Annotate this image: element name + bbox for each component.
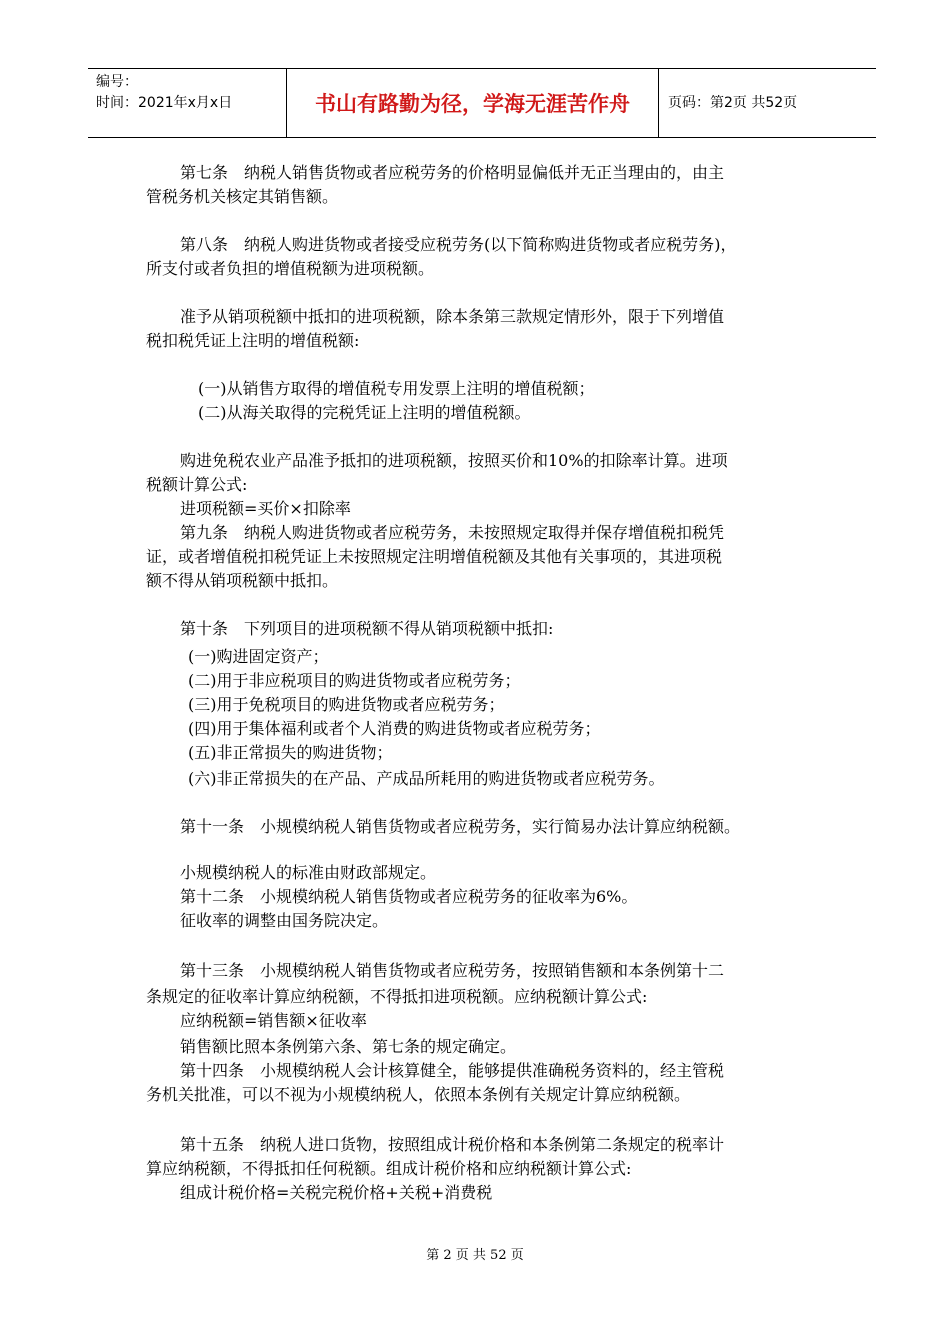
text-line: 所支付或者负担的增值税额为进项税额。 xyxy=(146,259,435,278)
text-line: 购进免税农业产品准予抵扣的进项税额，按照买价和10%的扣除率计算。进项 xyxy=(180,451,728,470)
text-line: 第七条 纳税人销售货物或者应税劳务的价格明显偏低并无正当理由的，由主 xyxy=(180,163,725,182)
list-item: (四)用于集体福利或者个人消费的购进货物或者应税劳务； xyxy=(188,719,601,738)
text-line: 税扣税凭证上注明的增值税额: xyxy=(146,331,360,350)
list-item: (六)非正常损失的在产品、产成品所耗用的购进货物或者应税劳务。 xyxy=(188,769,665,788)
text-line: 第十条 下列项目的进项税额不得从销项税额中抵扣: xyxy=(180,619,554,638)
text-line: 第十五条 纳税人进口货物，按照组成计税价格和本条例第二条规定的税率计 xyxy=(180,1135,725,1154)
text-line: 第十四条 小规模纳税人会计核算健全，能够提供准确税务资料的，经主管税 xyxy=(180,1061,725,1080)
text-line: 条规定的征收率计算应纳税额，不得抵扣进项税额。应纳税额计算公式: xyxy=(146,987,648,1006)
formula-line: 进项税额=买价×扣除率 xyxy=(180,499,351,518)
text-line: 第八条 纳税人购进货物或者接受应税劳务(以下简称购进货物或者应税劳务)， xyxy=(180,235,737,254)
text-line: 第十三条 小规模纳税人销售货物或者应税劳务，按照销售额和本条例第十二 xyxy=(180,961,725,980)
formula-line: 组成计税价格=关税完税价格+关税+消费税 xyxy=(180,1183,493,1202)
list-item: (一)购进固定资产； xyxy=(188,647,329,666)
formula-line: 应纳税额=销售额×征收率 xyxy=(180,1011,367,1030)
list-item: (二)用于非应税项目的购进货物或者应税劳务； xyxy=(188,671,521,690)
text-line: 务机关批准，可以不视为小规模纳税人，依照本条例有关规定计算应纳税额。 xyxy=(146,1085,691,1104)
time-label: 时间：2021年x月x日 xyxy=(96,95,233,111)
text-line: 准予从销项税额中抵扣的进项税额，除本条第三款规定情形外，限于下列增值 xyxy=(180,307,725,326)
page-footer: 第 2 页 共 52 页 xyxy=(426,1248,524,1263)
list-item: (二)从海关取得的完税凭证上注明的增值税额。 xyxy=(198,403,531,422)
text-line: 税额计算公式: xyxy=(146,475,248,494)
text-line: 销售额比照本条例第六条、第七条的规定确定。 xyxy=(180,1037,517,1056)
list-item: (五)非正常损失的购进货物； xyxy=(188,743,393,762)
header-motto: 书山有路勤为径，学海无涯苦作舟 xyxy=(315,92,630,116)
text-line: 额不得从销项税额中抵扣。 xyxy=(146,571,339,590)
text-line: 算应纳税额，不得抵扣任何税额。组成计税价格和应纳税额计算公式: xyxy=(146,1159,632,1178)
list-item: (一)从销售方取得的增值税专用发票上注明的增值税额； xyxy=(198,379,595,398)
list-item: (三)用于免税项目的购进货物或者应税劳务； xyxy=(188,695,505,714)
text-line: 第九条 纳税人购进货物或者应税劳务，未按照规定取得并保存增值税扣税凭 xyxy=(180,523,725,542)
header-page-code: 页码：第2页 共52页 xyxy=(668,95,798,111)
text-line: 征收率的调整由国务院决定。 xyxy=(180,911,389,930)
text-line: 证，或者增值税扣税凭证上未按照规定注明增值税额及其他有关事项的，其进项税 xyxy=(146,547,723,566)
text-line: 第十二条 小规模纳税人销售货物或者应税劳务的征收率为6%。 xyxy=(180,887,638,906)
number-label: 编号： xyxy=(96,74,138,90)
text-line: 第十一条 小规模纳税人销售货物或者应税劳务，实行简易办法计算应纳税额。 xyxy=(180,817,741,836)
text-line: 小规模纳税人的标准由财政部规定。 xyxy=(180,863,437,882)
text-line: 管税务机关核定其销售额。 xyxy=(146,187,339,206)
